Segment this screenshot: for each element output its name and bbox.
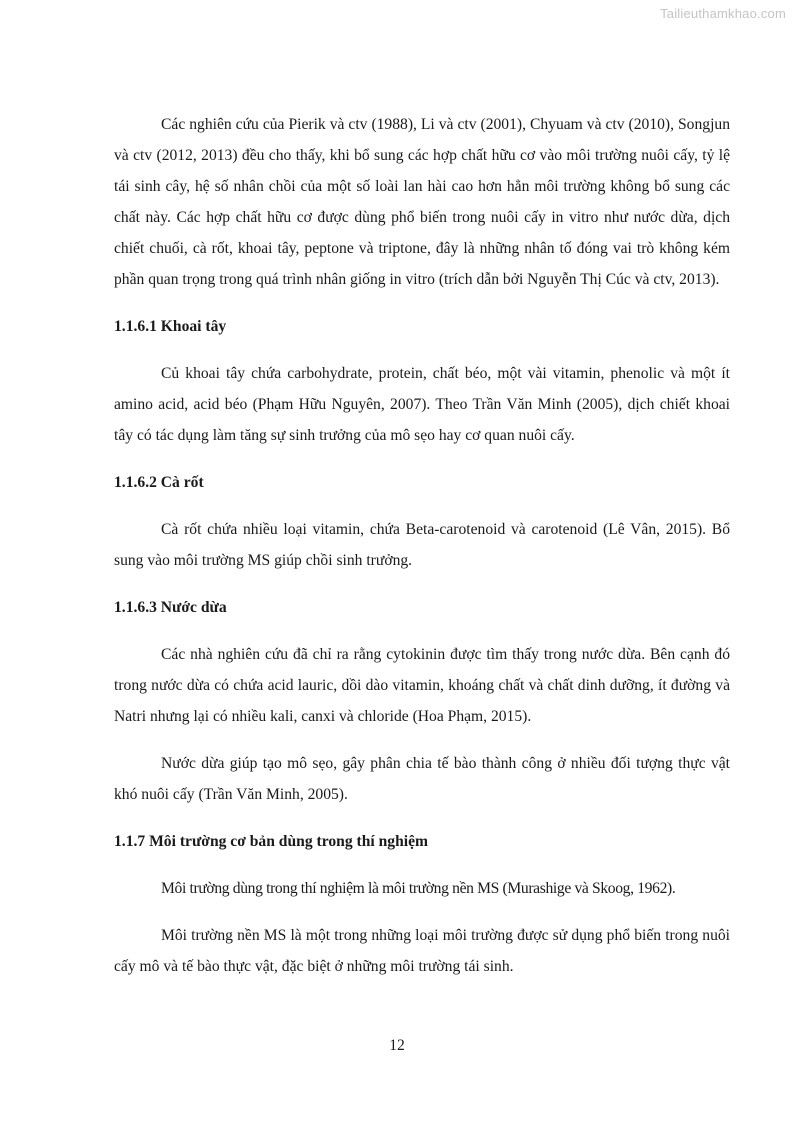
paragraph-coconut-1: Các nhà nghiên cứu đã chỉ ra rằng cytokinin được tìm thấy trong nước dừa. Bên cạnh đó trong nước dừa có chứa acid lauric, dồi dào vitamin, khoáng chất và chất dinh dưỡng, ít đường và Natri nhưng lại có nhiều kali, canxi và chloride (Hoa Phạm, 2015). [114, 646, 730, 725]
paragraph-medium-1: Môi trường dùng trong thí nghiệm là môi trường nền MS (Murashige và Skoog, 1962). [161, 880, 676, 897]
paragraph-potato: Củ khoai tây chứa carbohydrate, protein, chất béo, một vài vitamin, phenolic và một ít amino acid, acid béo (Phạm Hữu Nguyên, 2007). Theo Trần Văn Minh (2005), dịch chiết khoai tây có tác dụng làm tăng sự sinh trưởng của mô sẹo hay cơ quan nuôi cấy. [114, 365, 730, 444]
heading-medium: 1.1.7 Môi trường cơ bản dùng trong thí nghiệm [114, 833, 428, 850]
page-number: 12 [389, 1037, 405, 1054]
watermark: Tailieuthamkhao.com [660, 6, 786, 21]
heading-potato: 1.1.6.1 Khoai tây [114, 318, 227, 335]
paragraph-intro: Các nghiên cứu của Pierik và ctv (1988), Li và ctv (2001), Chyuam và ctv (2010), Songjun và ctv (2012, 2013) đều cho thấy, khi bổ sung các hợp chất hữu cơ vào môi trường nuôi cấy, tỷ lệ tái sinh cây, hệ số nhân chồi của một số loài lan hài cao hơn hẳn môi trường không bổ sung các chất này. Các hợp chất hữu cơ được dùng phổ biến trong nuôi cấy in vitro như nước dừa, dịch chiết chuối, cà rốt, khoai tây, peptone và triptone, đây là những nhân tố đóng vai trò không kém phần quan trọng trong quá trình nhân giống in vitro (trích dẫn bởi Nguyễn Thị Cúc và ctv, 2013). [114, 116, 730, 288]
paragraph-carrot: Cà rốt chứa nhiều loại vitamin, chứa Beta-carotenoid và carotenoid (Lê Vân, 2015). Bổ sung vào môi trường MS giúp chồi sinh trưởng. [114, 521, 730, 569]
heading-coconut: 1.1.6.3 Nước dừa [114, 599, 227, 616]
heading-carrot: 1.1.6.2 Cà rốt [114, 474, 204, 491]
paragraph-coconut-2: Nước dừa giúp tạo mô sẹo, gây phân chia tế bào thành công ở nhiều đối tượng thực vật khó nuôi cấy (Trần Văn Minh, 2005). [114, 755, 730, 803]
paragraph-medium-2: Môi trường nền MS là một trong những loại môi trường được sử dụng phổ biến trong nuôi cấy mô và tế bào thực vật, đặc biệt ở những môi trường tái sinh. [114, 927, 730, 975]
document-body [114, 109, 730, 982]
